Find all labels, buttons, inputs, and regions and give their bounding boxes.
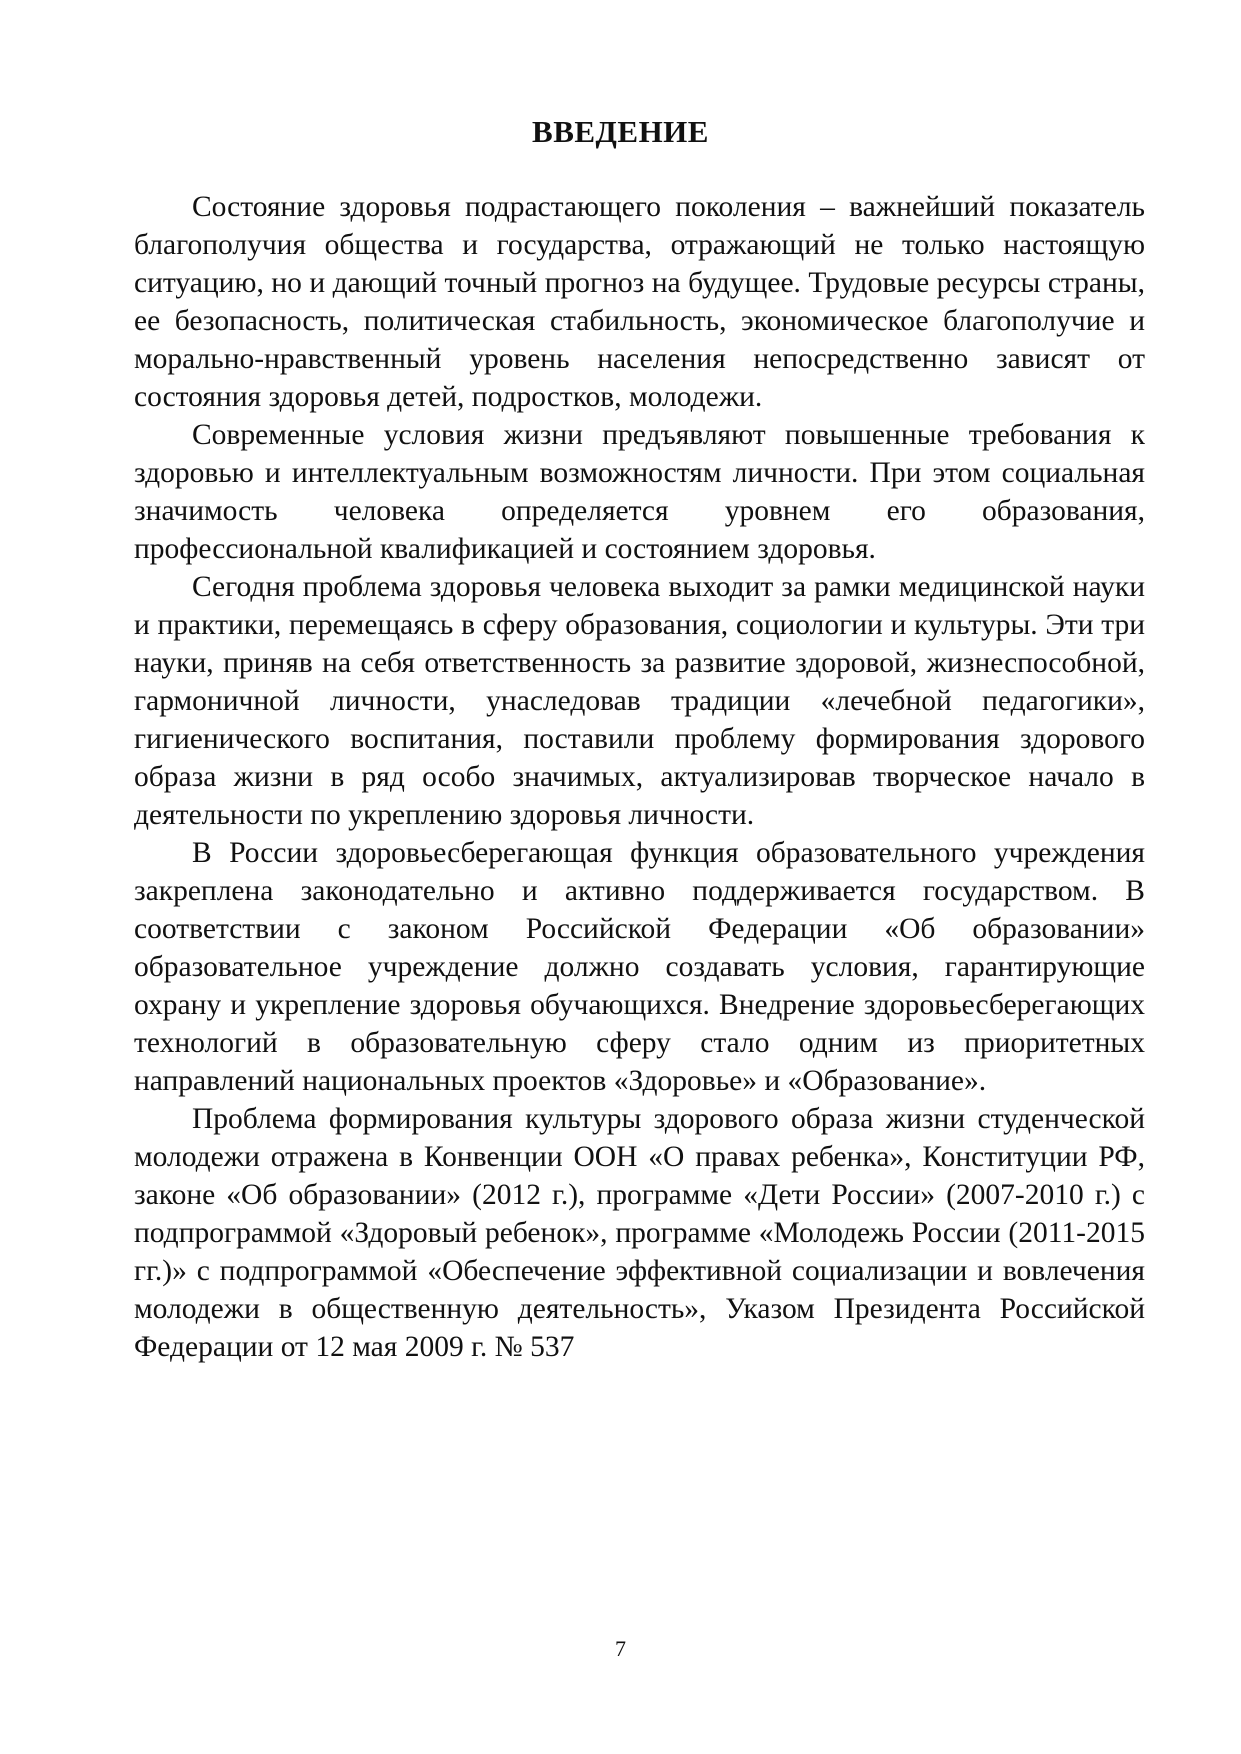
page-number: 7 bbox=[615, 1636, 626, 1661]
body-text bbox=[134, 188, 1145, 1366]
paragraph-3: Сегодня проблема здоровья человека выходит за рамки медицинской науки и практики, перемещаясь в сферу образования, социологии и культуры. Эти три науки, приняв на себя ответственность за развитие здоровой, жизнеспособной, гармоничной личности, унаследовав традиции «лечебной педагогики», гигиенического воспитания, поставили проблему формирования здорового образа жизни в ряд особо значимых, актуализировав творческое начало в деятельности по укреплению здоровья личности. bbox=[134, 571, 1145, 831]
paragraph-1: Состояние здоровья подрастающего поколения – важнейший показатель благополучия общества и государства, отражающий не только настоящую ситуацию, но и дающий точный прогноз на будущее. Трудовые ресурсы страны, ее безопасность, политическая стабильность, экономическое благополучие и морально-нравственный уровень населения непосредственно зависят от состояния здоровья детей, подростков, молодежи. bbox=[134, 191, 1145, 413]
paragraph-5: Проблема формирования культуры здорового образа жизни студенческой молодежи отражена в Конвенции ООН «О правах ребенка», Конституции РФ, законе «Об образовании» (2012 г.), программе «Дети России» (2007-2010 г.) с подпрограммой «Здоровый ребенок», программе «Молодежь России (2011-2015 гг.)» с подпрограммой «Обеспечение эффективной социализации и вовлечения молодежи в общественную деятельность», Указом Президента Российской Федерации от 12 мая 2009 г. № 537 bbox=[134, 1103, 1145, 1363]
paragraph-2: Современные условия жизни предъявляют повышенные требования к здоровью и интеллектуальным возможностям личности. При этом социальная значимость человека определяется уровнем его образования, профессиональной квалификацией и состоянием здоровья. bbox=[134, 419, 1145, 565]
paragraph-4: В России здоровьесберегающая функция образовательного учреждения закреплена законодательно и активно поддерживается государством. В соответствии с законом Российской Федерации «Об образовании» образовательное учреждение должно создавать условия, гарантирующие охрану и укрепление здоровья обучающихся. Внедрение здоровьесберегающих технологий в образовательную сферу стало одним из приоритетных направлений национальных проектов «Здоровье» и «Образование». bbox=[134, 837, 1145, 1097]
page-title: ВВЕДЕНИЕ bbox=[532, 114, 709, 149]
